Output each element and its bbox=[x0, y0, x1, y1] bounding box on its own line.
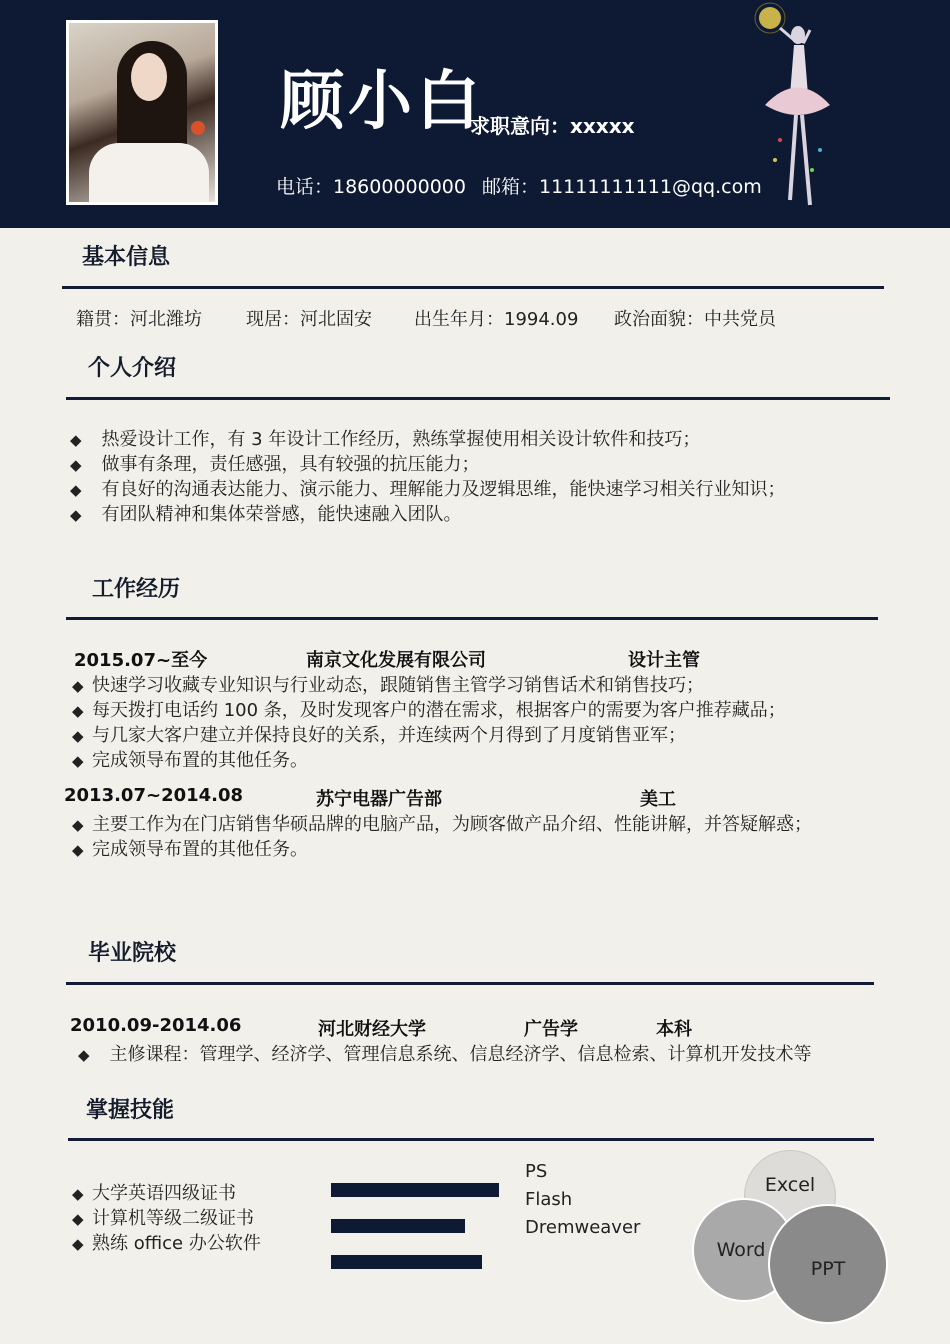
bullet-icon: ◆ bbox=[72, 841, 84, 859]
bullet-icon: ◆ bbox=[70, 431, 82, 449]
skill-bar-flash bbox=[331, 1219, 465, 1233]
edu-school: 河北财经大学 bbox=[318, 1019, 426, 1040]
divider bbox=[66, 397, 890, 400]
candidate-name: 顾小白 bbox=[280, 65, 484, 139]
dancer-illustration bbox=[750, 0, 840, 222]
job-item: ◆ 与几家大客户建立并保持良好的关系，并连续两个月得到了月度销售亚军； bbox=[72, 725, 686, 746]
job-item: ◆ 每天拨打电话约 100 条，及时发现客户的潜在需求，根据客户的需要为客户推荐藏品； bbox=[72, 700, 786, 721]
intro-item: ◆ 有团队精神和集体荣誉感，能快速融入团队。 bbox=[70, 504, 462, 525]
bullet-icon: ◆ bbox=[72, 1185, 84, 1203]
phone: 电话：18600000000 bbox=[276, 176, 466, 198]
job-role: 美工 bbox=[640, 789, 676, 810]
intro-item: ◆ 热爱设计工作，有 3 年设计工作经历，熟练掌握使用相关设计软件和技巧； bbox=[70, 429, 701, 450]
job-period: 2013.07~2014.08 bbox=[64, 785, 244, 806]
bullet-icon: ◆ bbox=[72, 727, 84, 745]
bullet-icon: ◆ bbox=[70, 456, 82, 474]
bullet-icon: ◆ bbox=[72, 1210, 84, 1228]
section-title-basic: 基本信息 bbox=[82, 245, 171, 270]
job-period: 2015.07~至今 bbox=[74, 650, 208, 671]
intro-item: ◆ 有良好的沟通表达能力、演示能力、理解能力及逻辑思维，能快速学习相关行业知识； bbox=[70, 479, 786, 500]
bullet-icon: ◆ bbox=[78, 1046, 90, 1064]
divider bbox=[62, 286, 884, 289]
skill-circle-word: Word bbox=[692, 1198, 796, 1302]
edu-courses: ◆ 主修课程：管理学、经济学、管理信息系统、信息经济学、信息检索、计算机开发技术等 bbox=[78, 1044, 812, 1065]
divider bbox=[68, 1138, 874, 1141]
skill-circle-excel: Excel bbox=[744, 1150, 836, 1242]
bullet-icon: ◆ bbox=[72, 677, 84, 695]
edu-major: 广告学 bbox=[524, 1019, 578, 1040]
bullet-icon: ◆ bbox=[72, 752, 84, 770]
bullet-icon: ◆ bbox=[70, 481, 82, 499]
email: 邮箱：11111111111@qq.com bbox=[481, 176, 762, 198]
section-title-skills: 掌握技能 bbox=[86, 1098, 175, 1123]
edu-degree: 本科 bbox=[656, 1019, 692, 1040]
job-intent: 求职意向：xxxxx bbox=[470, 114, 635, 138]
section-title-education: 毕业院校 bbox=[88, 941, 177, 966]
bullet-icon: ◆ bbox=[72, 816, 84, 834]
bullet-icon: ◆ bbox=[72, 1235, 84, 1253]
skill-bar-dreamweaver bbox=[331, 1255, 482, 1269]
contact-line bbox=[276, 172, 762, 199]
skill-circle-ppt: PPT bbox=[768, 1204, 888, 1324]
basic-native: 籍贯：河北潍坊 bbox=[76, 309, 202, 330]
job-company: 南京文化发展有限公司 bbox=[306, 650, 486, 671]
section-title-intro: 个人介绍 bbox=[88, 356, 177, 381]
section-title-work: 工作经历 bbox=[92, 577, 181, 602]
skill-bar-ps bbox=[331, 1183, 499, 1197]
bullet-icon: ◆ bbox=[72, 702, 84, 720]
edu-period: 2010.09-2014.06 bbox=[70, 1015, 242, 1036]
job-company: 苏宁电器广告部 bbox=[316, 789, 442, 810]
basic-residence: 现居：河北固安 bbox=[246, 309, 372, 330]
basic-birth: 出生年月：1994.09 bbox=[414, 309, 579, 330]
job-item: ◆ 快速学习收藏专业知识与行业动态，跟随销售主管学习销售话术和销售技巧； bbox=[72, 675, 704, 696]
job-role: 设计主管 bbox=[628, 650, 700, 671]
divider bbox=[66, 617, 878, 620]
bullet-icon: ◆ bbox=[70, 506, 82, 524]
profile-photo bbox=[66, 20, 218, 205]
skill-name-ps: PS bbox=[525, 1161, 548, 1182]
cert-item: ◆ 熟练 office 办公软件 bbox=[72, 1233, 261, 1254]
basic-political: 政治面貌：中共党员 bbox=[614, 309, 776, 330]
job-item: ◆ 完成领导布置的其他任务。 bbox=[72, 750, 308, 771]
skill-name-flash: Flash bbox=[525, 1189, 573, 1210]
job-item: ◆ 完成领导布置的其他任务。 bbox=[72, 839, 308, 860]
skill-name-dreamweaver: Dremweaver bbox=[525, 1217, 641, 1238]
job-item: ◆ 主要工作为在门店销售华硕品牌的电脑产品，为顾客做产品介绍、性能讲解，并答疑解惑； bbox=[72, 814, 812, 835]
intro-item: ◆ 做事有条理，责任感强，具有较强的抗压能力； bbox=[70, 454, 480, 475]
cert-item: ◆ 大学英语四级证书 bbox=[72, 1183, 236, 1204]
cert-item: ◆ 计算机等级二级证书 bbox=[72, 1208, 254, 1229]
divider bbox=[66, 982, 874, 985]
